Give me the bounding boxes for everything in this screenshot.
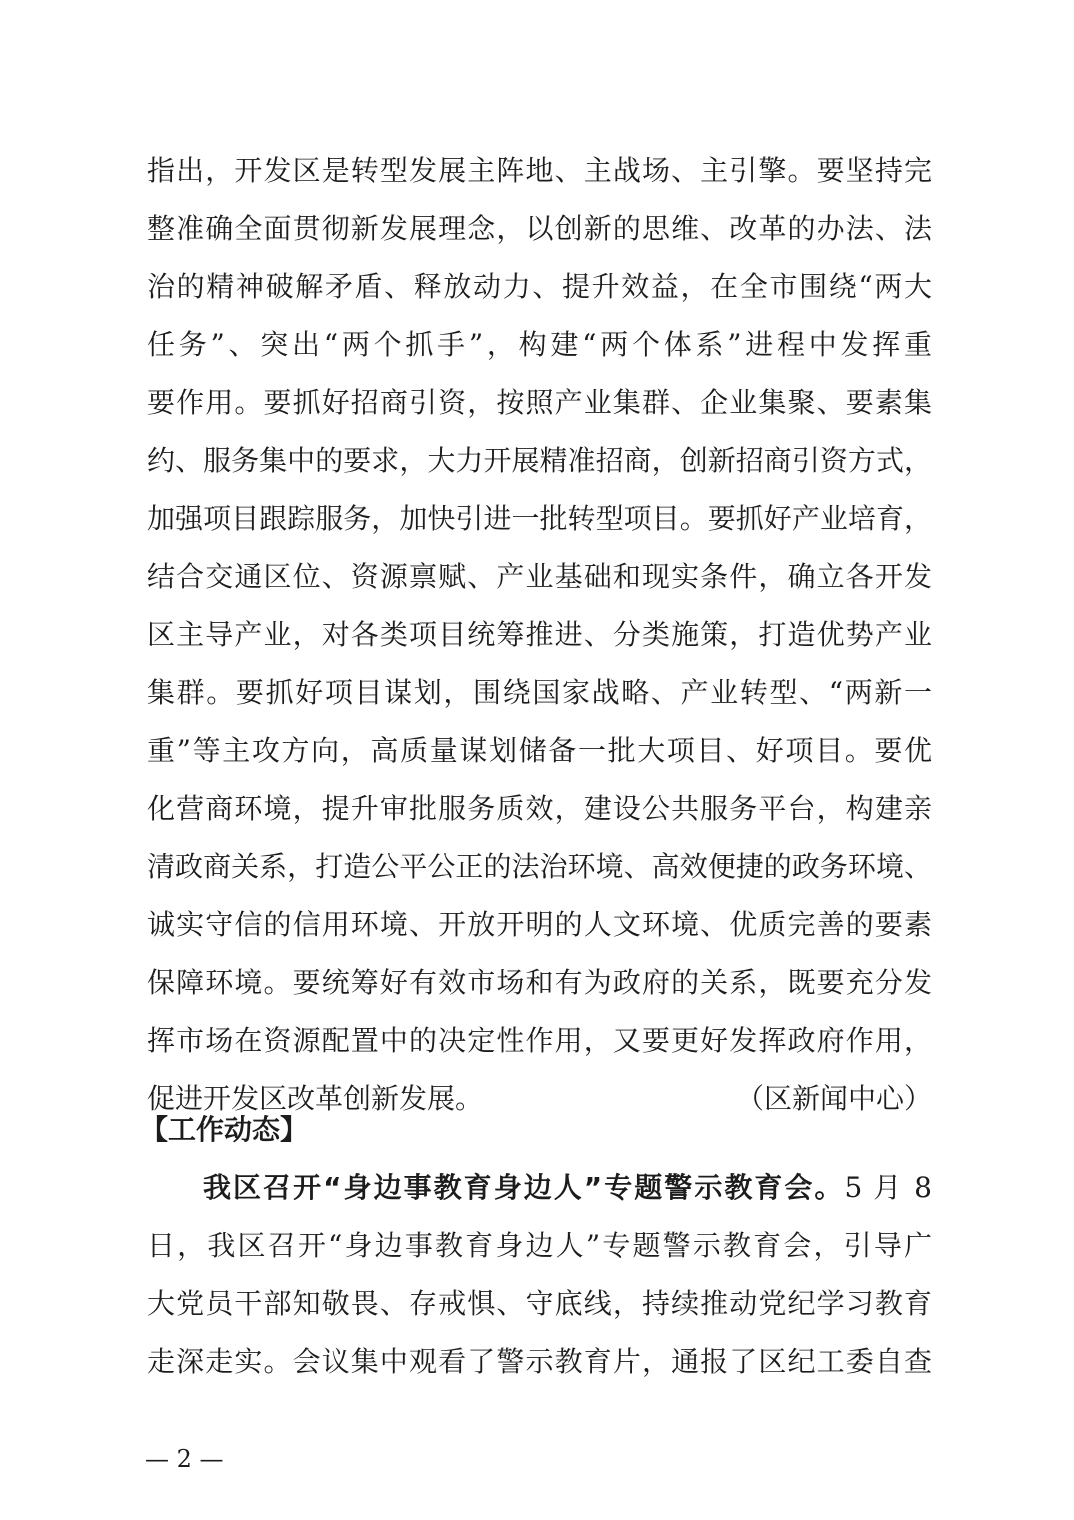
news-title-line	[203, 1168, 932, 1208]
paragraph-line: 大党员干部知敬畏、存戒惧、守底线，持续推动党纪学习教育	[147, 1287, 932, 1320]
paragraph-line: 日，我区召开“身边事教育身边人”专题警示教育会，引导广	[147, 1229, 932, 1262]
section-heading: 【工作动态】	[140, 1113, 309, 1146]
paragraph-line: 清政商关系，打造公平公正的法治环境、高效便捷的政务环境、	[147, 850, 932, 883]
paragraph-line: 任务”、突出“两个抓手”，构建“两个体系”进程中发挥重	[147, 328, 932, 361]
news-source: （区新闻中心）	[735, 1082, 932, 1115]
paragraph-line: 走深走实。会议集中观看了警示教育片，通报了区纪工委自查	[147, 1345, 932, 1378]
paragraph-line: 指出，开发区是转型发展主阵地、主战场、主引擎。要坚持完	[147, 154, 932, 187]
paragraph-line: 化营商环境，提升审批服务质效，建设公共服务平台，构建亲	[147, 792, 932, 825]
paragraph-line: 整准确全面贯彻新发展理念，以创新的思维、改革的办法、法	[147, 212, 932, 245]
paragraph-line: 约、服务集中的要求，大力开展精准招商，创新招商引资方式，	[147, 444, 932, 477]
news-date-start: 5 月 8	[844, 1171, 932, 1204]
paragraph-line: 促进开发区改革创新发展。	[147, 1082, 484, 1115]
paragraph-line: 加强项目跟踪服务，加快引进一批转型项目。要抓好产业培育，	[147, 502, 932, 535]
paragraph-line: 治的精神破解矛盾、释放动力、提升效益，在全市围绕“两大	[147, 270, 932, 303]
news-title: 我区召开“身边事教育身边人”专题警示教育会。	[203, 1171, 845, 1204]
paragraph-line: 挥市场在资源配置中的决定性作用，又要更好发挥政府作用，	[147, 1024, 932, 1057]
paragraph-line: 结合交通区位、资源禀赋、产业基础和现实条件，确立各开发	[147, 560, 932, 593]
paragraph-line: 保障环境。要统筹好有效市场和有为政府的关系，既要充分发	[147, 966, 932, 999]
page-number: — 2 —	[145, 1445, 224, 1473]
paragraph-line: 要作用。要抓好招商引资，按照产业集群、企业集聚、要素集	[147, 386, 932, 419]
paragraph-line: 集群。要抓好项目谋划，围绕国家战略、产业转型、“两新一	[147, 676, 932, 709]
paragraph-line: 重”等主攻方向，高质量谋划储备一批大项目、好项目。要优	[147, 734, 932, 767]
paragraph-line: 诚实守信的信用环境、开放开明的人文环境、优质完善的要素	[147, 908, 932, 941]
paragraph-line: 区主导产业，对各类项目统筹推进、分类施策，打造优势产业	[147, 618, 932, 651]
